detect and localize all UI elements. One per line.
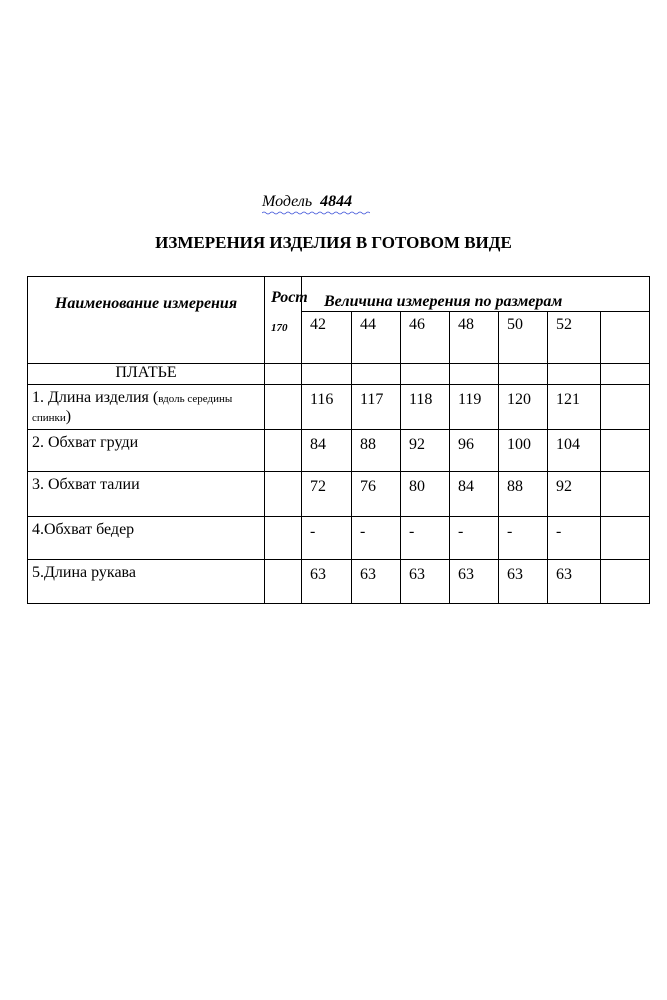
value-cell: 117: [352, 385, 401, 430]
size-header-cell: 42: [302, 312, 352, 364]
empty-cell: [265, 472, 302, 517]
empty-cell: [499, 364, 548, 385]
row-label: 1. Длина изделия (вдоль середины спинки): [28, 385, 265, 430]
empty-cell: [352, 364, 401, 385]
size-header-cell: 44: [352, 312, 401, 364]
value-cell: 84: [302, 430, 352, 472]
size-header-cell: 46: [401, 312, 450, 364]
empty-cell: [548, 364, 601, 385]
empty-cell: [601, 517, 650, 560]
value-cell: 63: [401, 560, 450, 604]
spellcheck-underline: [262, 211, 370, 215]
empty-cell: [601, 560, 650, 604]
empty-cell: [601, 430, 650, 472]
value-cell: 92: [401, 430, 450, 472]
header-measurement-name: Наименование измерения: [28, 277, 265, 364]
header-size-values: Величина измерения по размерам: [302, 277, 650, 312]
value-cell: 80: [401, 472, 450, 517]
row-label: 2. Обхват груди: [28, 430, 265, 472]
empty-cell: [601, 472, 650, 517]
section-dress: ПЛАТЬЕ: [28, 364, 265, 385]
header-height-value: 170: [271, 322, 288, 334]
value-cell: 88: [352, 430, 401, 472]
size-header-cell: 50: [499, 312, 548, 364]
value-cell: 88: [499, 472, 548, 517]
header-height-label: Рост: [271, 289, 308, 306]
table-row: [28, 517, 650, 560]
row-label: 4.Обхват бедер: [28, 517, 265, 560]
value-cell: 63: [499, 560, 548, 604]
row-label: 5.Длина рукава: [28, 560, 265, 604]
empty-cell: [601, 312, 650, 364]
table-row: [28, 472, 650, 517]
value-cell: 119: [450, 385, 499, 430]
value-cell: 96: [450, 430, 499, 472]
empty-cell: [265, 517, 302, 560]
empty-cell: [302, 364, 352, 385]
value-cell: 63: [302, 560, 352, 604]
row-label: 3. Обхват талии: [28, 472, 265, 517]
size-header-cell: 48: [450, 312, 499, 364]
value-cell: 63: [548, 560, 601, 604]
value-cell: -: [302, 517, 352, 560]
model-line: [262, 193, 352, 211]
measurements-table: [27, 276, 650, 604]
value-cell: 63: [352, 560, 401, 604]
empty-cell: [601, 385, 650, 430]
value-cell: -: [352, 517, 401, 560]
value-cell: 116: [302, 385, 352, 430]
header-height: [265, 277, 308, 364]
value-cell: -: [401, 517, 450, 560]
empty-cell: [265, 385, 302, 430]
value-cell: 72: [302, 472, 352, 517]
value-cell: 118: [401, 385, 450, 430]
empty-cell: [265, 430, 302, 472]
table-row: [28, 430, 650, 472]
model-label: Модель: [262, 193, 313, 210]
empty-cell: [265, 560, 302, 604]
row-label-note: вдоль середины спинки: [32, 393, 233, 424]
empty-cell: [601, 364, 650, 385]
document-title: ИЗМЕРЕНИЯ ИЗДЕЛИЯ В ГОТОВОМ ВИДЕ: [155, 233, 512, 252]
size-header-cell: 52: [548, 312, 601, 364]
value-cell: 121: [548, 385, 601, 430]
value-cell: 76: [352, 472, 401, 517]
empty-cell: [265, 364, 302, 385]
value-cell: 104: [548, 430, 601, 472]
empty-cell: [401, 364, 450, 385]
value-cell: -: [548, 517, 601, 560]
value-cell: -: [499, 517, 548, 560]
empty-cell: [450, 364, 499, 385]
table-row: [28, 385, 650, 430]
table-row: [28, 560, 650, 604]
value-cell: 120: [499, 385, 548, 430]
value-cell: 100: [499, 430, 548, 472]
value-cell: 63: [450, 560, 499, 604]
model-number: 4844: [320, 193, 353, 210]
value-cell: 84: [450, 472, 499, 517]
value-cell: 92: [548, 472, 601, 517]
value-cell: -: [450, 517, 499, 560]
